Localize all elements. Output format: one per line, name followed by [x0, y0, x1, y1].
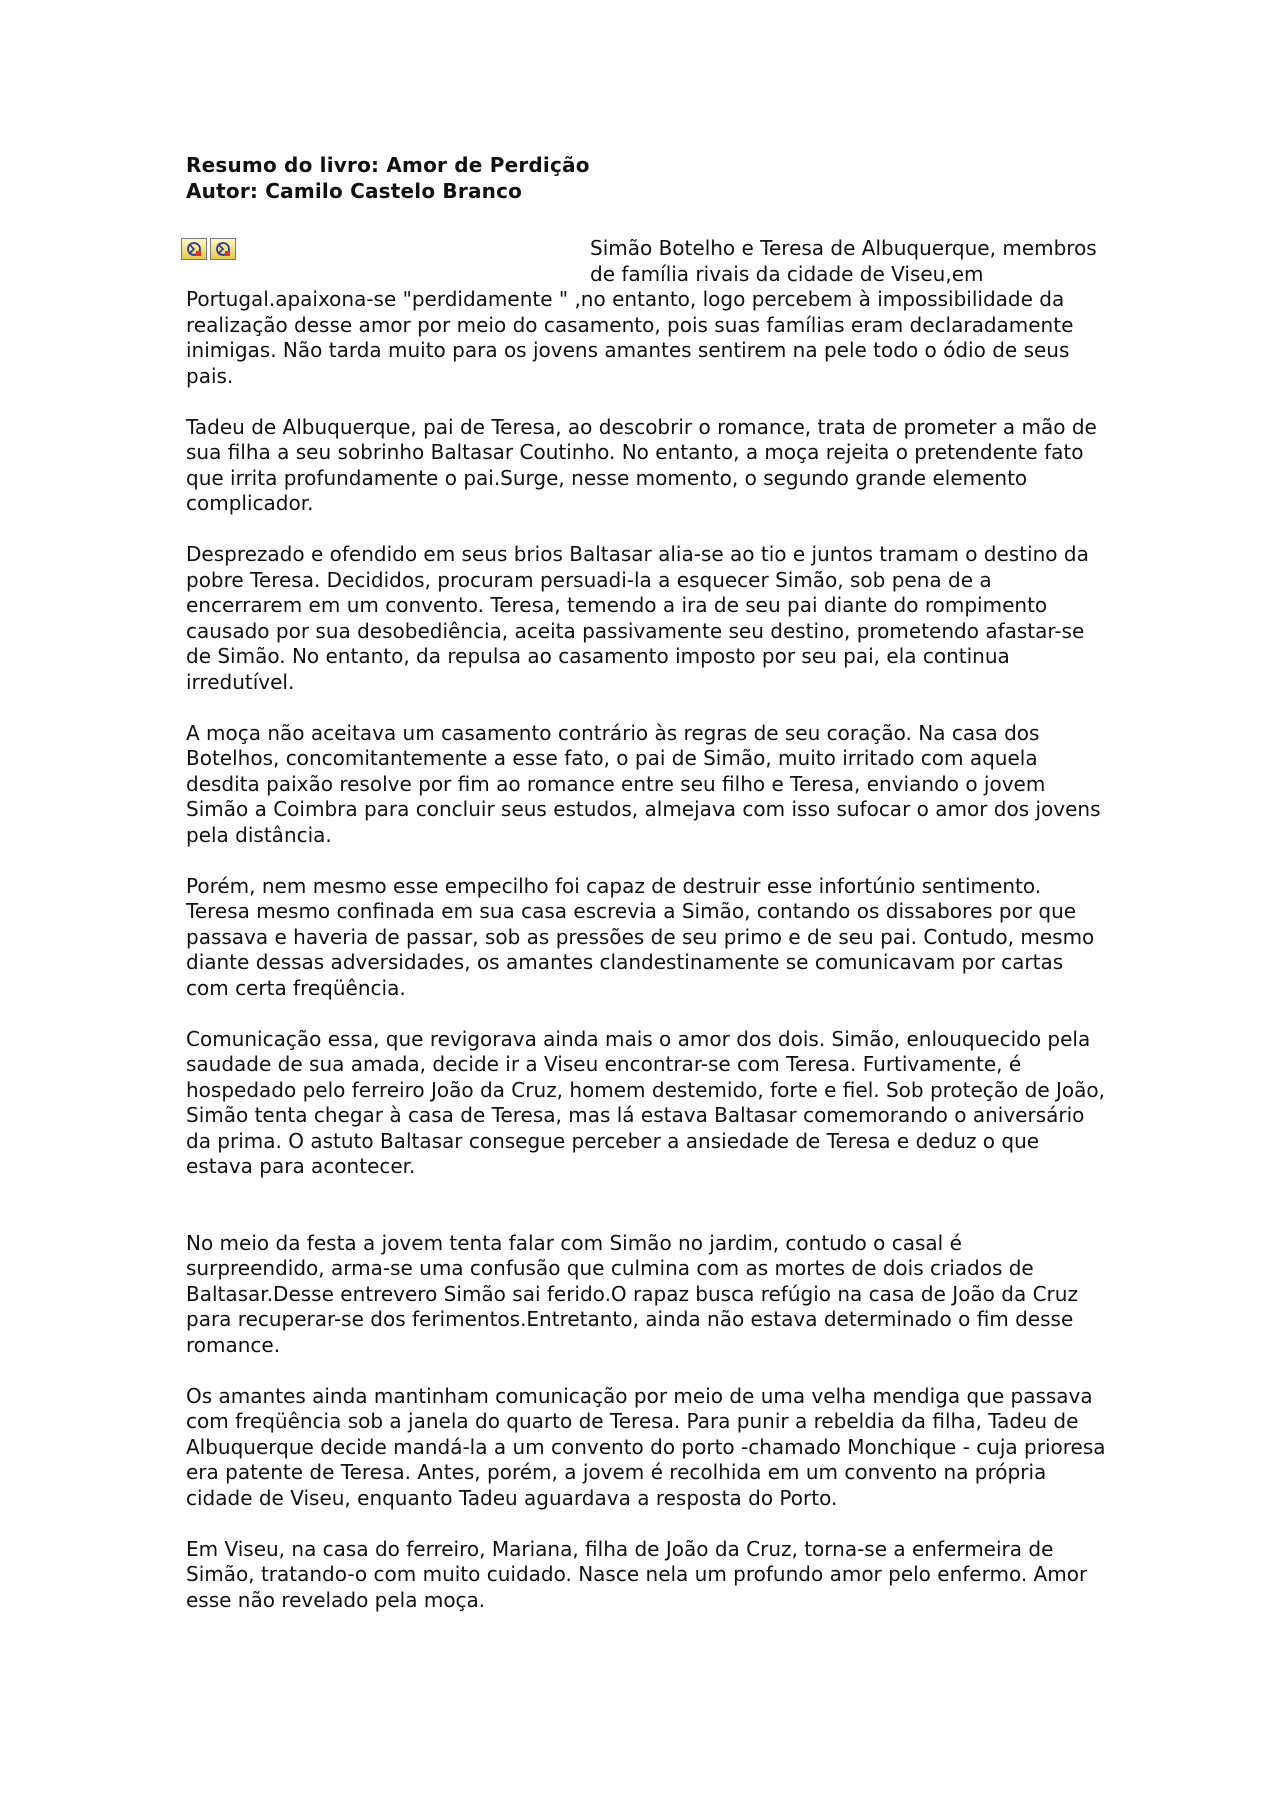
paragraph-6: Comunicação essa, que revigorava ainda mais o amor dos dois. Simão, enlouquecido pela saudade de sua amada, decide ir a Viseu encontrar-se com Teresa. Furtivamente, é hospedado pelo ferreiro João da Cruz, homem destemido, forte e fiel. Sob proteção de João, Simão tenta chegar à casa de Teresa, mas lá estava Baltasar comemorando o aniversário da prima. O astuto Baltasar consegue perceber a ansiedade de Teresa e deduz o que estava para acontecer.	[186, 1026, 1105, 1178]
paragraph-7: No meio da festa a jovem tenta falar com Simão no jardim, contudo o casal é surpreendido, arma-se uma confusão que culmina com as mortes de dois criados de Baltasar.Desse entrevero Simão sai ferido.O rapaz busca refúgio na casa de João da Cruz para recuperar-se dos ferimentos.Entretanto, ainda não estava determinado o fim desse romance.	[186, 1230, 1078, 1357]
book-title: Resumo do livro: Amor de Perdição	[186, 153, 590, 177]
paragraph-9: Em Viseu, na casa do ferreiro, Mariana, filha de João da Cruz, torna-se a enfermeira de Simão, tratando-o com muito cuidado. Nasce nela um profundo amor pelo enfermo. Amor esse não revelado pela moça.	[186, 1536, 1088, 1612]
paragraph-1: Simão Botelho e Teresa de Albuquerque, membros de família rivais da cidade de Viseu,em Portugal.apaixona-se "perdidamente " ,no entanto, logo percebem à impossibilidade da realização desse amor por meio do casamento, pois suas famílias eram declaradamente inimigas. Não tarda muito para os jovens amantes sentirem na pele todo o ódio de seus pais.	[186, 236, 1097, 388]
document-body	[186, 236, 1106, 1639]
image-placeholder	[186, 236, 590, 287]
document-title	[186, 152, 590, 204]
paragraph-8: Os amantes ainda mantinham comunicação por meio de uma velha mendiga que passava com freqüência sob a janela do quarto de Teresa. Para punir a rebeldia da filha, Tadeu de Albuquerque decide mandá-la a um convento do porto -chamado Monchique - cuja prioresa era patente de Teresa. Antes, porém, a jovem é recolhida em um convento na própria cidade de Viseu, enquanto Tadeu aguardava a resposta do Porto.	[186, 1383, 1106, 1510]
paragraph-4: A moça não aceitava um casamento contrário às regras de seu coração. Na casa dos Botelhos, concomitantemente a esse fato, o pai de Simão, muito irritado com aquela desdita paixão resolve por fim ao romance entre seu filho e Teresa, enviando o jovem Simão a Coimbra para concluir seus estudos, almejava com isso sufocar o amor dos jovens pela distância.	[186, 720, 1101, 847]
paragraph-5: Porém, nem mesmo esse empecilho foi capaz de destruir esse infortúnio sentimento. Teresa mesmo confinada em sua casa escrevia a Simão, contando os dissabores por que passava e haveria de passar, sob as pressões de seu primo e de seu pai. Contudo, mesmo diante dessas adversidades, os amantes clandestinamente se comunicavam por cartas com certa freqüência.	[186, 873, 1095, 1000]
paragraph-2: Tadeu de Albuquerque, pai de Teresa, ao descobrir o romance, trata de prometer a mão de sua filha a seu sobrinho Baltasar Coutinho. No entanto, a moça rejeita o pretendente fato que irrita profundamente o pai.Surge, nesse momento, o segundo grande elemento complicador.	[186, 414, 1097, 515]
paragraph-3: Desprezado e ofendido em seus brios Baltasar alia-se ao tio e juntos tramam o destino da pobre Teresa. Decididos, procuram persuadi-la a esquecer Simão, sob pena de a encerrarem em um convento. Teresa, temendo a ira de seu pai diante do rompimento causado por sua desobediência, aceita passivamente seu destino, prometendo afastar-se de Simão. No entanto, da repulsa ao casamento imposto por seu pai, ela continua irredutível.	[186, 542, 1089, 694]
book-author: Autor: Camilo Castelo Branco	[186, 179, 523, 203]
